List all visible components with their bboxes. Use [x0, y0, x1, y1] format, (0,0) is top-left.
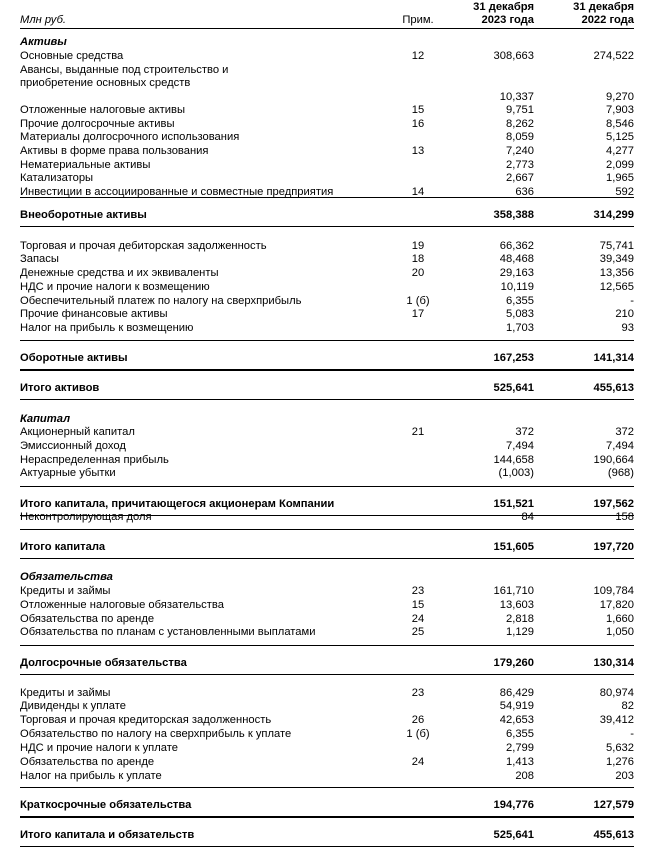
- total-rule-above: [20, 529, 634, 530]
- row-value-2023: 525,641: [493, 829, 534, 841]
- row-label: Обязательства по аренде: [20, 613, 155, 625]
- table-row: [0, 599, 655, 612]
- table-row: [0, 240, 655, 253]
- row-label: Итого капитала, причитающегося акционерам Компании: [20, 498, 335, 510]
- row-label: Активы в форме права пользования: [20, 145, 209, 157]
- total-row: [0, 352, 655, 365]
- row-value-2022: 7,903: [606, 104, 634, 116]
- table-row: [0, 613, 655, 626]
- row-value-2023: 7,240: [506, 145, 534, 157]
- row-value-2023: 2,818: [506, 613, 534, 625]
- row-note: 21: [411, 426, 425, 438]
- row-value-2022: 39,349: [599, 253, 634, 265]
- section-heading-row: [0, 413, 655, 426]
- row-value-2023: 308,663: [493, 50, 534, 62]
- total-rule-below: [20, 846, 634, 847]
- row-label: Итого активов: [20, 382, 100, 394]
- row-value-2022: 5,632: [606, 742, 634, 754]
- table-row: [0, 295, 655, 308]
- section-heading-row: [0, 36, 655, 49]
- row-label: Нераспределенная прибыль: [20, 454, 169, 466]
- row-value-2022: 75,741: [599, 240, 634, 252]
- column-header-2022-line2: 2022 года: [581, 14, 634, 26]
- section-heading-row: [0, 571, 655, 584]
- row-note: 16: [411, 118, 425, 130]
- table-row: [0, 454, 655, 467]
- table-row: [0, 145, 655, 158]
- row-value-2023: 7,494: [506, 440, 534, 452]
- table-row: [0, 281, 655, 294]
- total-row: [0, 498, 655, 511]
- row-value-2023: 2,667: [506, 172, 534, 184]
- column-header-2023: [456, 1, 534, 27]
- row-label: Актуарные убытки: [20, 467, 116, 479]
- row-value-2022: 314,299: [593, 209, 634, 221]
- table-row: [0, 77, 655, 90]
- total-rule-above: [20, 645, 634, 646]
- row-label: Акционерный капитал: [20, 426, 135, 438]
- row-value-2022: 455,613: [593, 382, 634, 394]
- row-value-2023: 636: [515, 186, 534, 198]
- row-value-2022: 197,720: [593, 541, 634, 553]
- table-row: [0, 159, 655, 172]
- column-header-2023-line2: 2023 года: [481, 14, 534, 26]
- row-label: Итого капитала: [20, 541, 106, 553]
- row-value-2022: 17,820: [599, 599, 634, 611]
- row-value-2022: 197,562: [593, 498, 634, 510]
- row-value-2023: 10,119: [500, 281, 534, 293]
- row-label: Обеспечительный платеж по налогу на сверхприбыль: [20, 295, 302, 307]
- row-value-2023: 2,773: [506, 159, 534, 171]
- row-value-2022: 109,784: [593, 585, 634, 597]
- row-label: Отложенные налоговые обязательства: [20, 599, 224, 611]
- row-value-2022: 455,613: [593, 829, 634, 841]
- row-value-2023: 13,603: [499, 599, 534, 611]
- table-row: [0, 322, 655, 335]
- row-value-2023: 8,059: [506, 131, 534, 143]
- table-row: [0, 687, 655, 700]
- row-label: Активы: [20, 36, 67, 48]
- row-value-2022: 4,277: [606, 145, 634, 157]
- total-row: [0, 209, 655, 222]
- row-note: 19: [411, 240, 425, 252]
- total-rule-above: [20, 197, 634, 198]
- table-row: [0, 728, 655, 741]
- row-value-2023: 84: [521, 511, 534, 523]
- row-value-2023: 9,751: [506, 104, 534, 116]
- row-note: 26: [411, 714, 425, 726]
- row-value-2022: -: [630, 728, 634, 740]
- row-value-2023: 194,776: [493, 799, 534, 811]
- row-value-2022: 1,965: [606, 172, 634, 184]
- row-value-2023: 1,129: [506, 626, 534, 638]
- row-value-2023: 5,083: [506, 308, 534, 320]
- row-note: 15: [411, 104, 425, 116]
- header-rule: [20, 28, 634, 29]
- row-label: Кредиты и займы: [20, 585, 111, 597]
- total-rule-below: [20, 399, 634, 400]
- row-value-2022: 39,412: [599, 714, 634, 726]
- row-value-2022: 210: [615, 308, 634, 320]
- table-row: [0, 172, 655, 185]
- column-header-2022: [540, 1, 634, 27]
- row-value-2022: 1,276: [606, 756, 634, 768]
- row-label: Краткосрочные обязательства: [20, 799, 192, 811]
- row-value-2023: 161,710: [493, 585, 534, 597]
- row-value-2022: 158: [615, 511, 634, 523]
- table-row: [0, 585, 655, 598]
- row-label: Оборотные активы: [20, 352, 128, 364]
- row-value-2022: 9,270: [606, 91, 634, 103]
- row-value-2023: 179,260: [493, 657, 534, 669]
- total-rule-above: [20, 787, 634, 788]
- row-value-2022: 13,356: [599, 267, 634, 279]
- table-row: [0, 770, 655, 783]
- row-value-2023: 29,163: [499, 267, 534, 279]
- row-note: 18: [411, 253, 425, 265]
- row-value-2023: (1,003): [498, 467, 534, 479]
- row-label: Обязательства: [20, 571, 113, 583]
- row-value-2023: 86,429: [499, 687, 534, 699]
- row-label: Инвестиции в ассоциированные и совместные предприятия: [20, 186, 334, 198]
- row-label: Основные средства: [20, 50, 124, 62]
- table-row: [0, 308, 655, 321]
- row-label: Запасы: [20, 253, 59, 265]
- row-label: Итого капитала и обязательств: [20, 829, 195, 841]
- row-label: Налог на прибыль к уплате: [20, 770, 162, 782]
- row-label: Торговая и прочая кредиторская задолженность: [20, 714, 272, 726]
- row-note: 1 (б): [406, 295, 430, 307]
- row-value-2022: 7,494: [606, 440, 634, 452]
- row-value-2022: 130,314: [593, 657, 634, 669]
- total-rule-below: [20, 674, 634, 675]
- row-note: 24: [411, 756, 425, 768]
- row-label: Обязательства по аренде: [20, 756, 155, 768]
- table-row: [0, 118, 655, 131]
- row-value-2022: 1,050: [606, 626, 634, 638]
- row-label: Отложенные налоговые активы: [20, 104, 186, 116]
- total-row: [0, 657, 655, 670]
- table-row: [0, 50, 655, 63]
- row-value-2022: 5,125: [606, 131, 634, 143]
- row-value-2023: 10,337: [499, 91, 534, 103]
- row-label: Нематериальные активы: [20, 159, 151, 171]
- table-row: [0, 714, 655, 727]
- row-value-2023: 151,605: [493, 541, 534, 553]
- row-label: приобретение основных средств: [20, 77, 191, 89]
- row-label: Эмиссионный доход: [20, 440, 126, 452]
- total-rule-above: [20, 486, 634, 487]
- row-value-2023: 167,253: [493, 352, 534, 364]
- row-label: Торговая и прочая дебиторская задолженность: [20, 240, 267, 252]
- row-value-2023: 48,468: [499, 253, 534, 265]
- total-rule-below: [20, 558, 634, 559]
- row-label: Неконтролирующая доля: [20, 511, 152, 523]
- row-note: 12: [411, 50, 425, 62]
- row-note: 1 (б): [406, 728, 430, 740]
- row-note: 14: [411, 186, 425, 198]
- total-row: [0, 829, 655, 842]
- row-note: 17: [411, 308, 425, 320]
- table-row: [0, 700, 655, 713]
- row-note: 24: [411, 613, 425, 625]
- total-rule-below: [20, 226, 634, 227]
- row-value-2023: 6,355: [506, 728, 534, 740]
- row-label: Налог на прибыль к возмещению: [20, 322, 194, 334]
- unit-label: Млн руб.: [20, 14, 66, 26]
- row-value-2022: 8,546: [606, 118, 634, 130]
- row-value-2023: 151,521: [493, 498, 534, 510]
- row-note: 20: [411, 267, 425, 279]
- row-value-2022: 592: [615, 186, 634, 198]
- total-rule-below: [20, 515, 634, 516]
- total-rule-above: [20, 370, 634, 371]
- row-label: Прочие долгосрочные активы: [20, 118, 175, 130]
- row-note: 25: [411, 626, 425, 638]
- table-row: [0, 742, 655, 755]
- table-header: [0, 0, 655, 28]
- row-value-2023: 208: [515, 770, 534, 782]
- table-row: [0, 64, 655, 77]
- row-value-2022: 12,565: [599, 281, 634, 293]
- table-row: [0, 467, 655, 480]
- note-column-header: Прим.: [402, 14, 434, 26]
- row-value-2023: 372: [515, 426, 534, 438]
- total-rule-above: [20, 817, 634, 818]
- row-value-2022: 1,660: [606, 613, 634, 625]
- table-row: [0, 253, 655, 266]
- row-value-2023: 358,388: [493, 209, 534, 221]
- row-label: НДС и прочие налоги к уплате: [20, 742, 178, 754]
- row-label: Капитал: [20, 413, 71, 425]
- table-row: [0, 131, 655, 144]
- row-value-2022: (968): [607, 467, 634, 479]
- row-value-2023: 8,262: [506, 118, 534, 130]
- row-label: Внеоборотные активы: [20, 209, 147, 221]
- row-value-2022: 274,522: [593, 50, 634, 62]
- table-row: [0, 426, 655, 439]
- row-label: НДС и прочие налоги к возмещению: [20, 281, 210, 293]
- total-row: [0, 799, 655, 812]
- row-value-2023: 66,362: [499, 240, 534, 252]
- row-note: 13: [411, 145, 425, 157]
- row-value-2022: 141,314: [593, 352, 634, 364]
- row-value-2022: 2,099: [606, 159, 634, 171]
- row-value-2023: 1,413: [506, 756, 534, 768]
- row-note: 23: [411, 585, 425, 597]
- table-row: [0, 267, 655, 280]
- total-rule-above: [20, 340, 634, 341]
- column-header-2022-line1: 31 декабря: [573, 1, 634, 13]
- row-value-2023: 54,919: [499, 700, 534, 712]
- row-label: Обязательство по налогу на сверхприбыль к уплате: [20, 728, 292, 740]
- row-label: Авансы, выданные под строительство и: [20, 64, 229, 76]
- row-note: 15: [411, 599, 425, 611]
- row-label: Катализаторы: [20, 172, 94, 184]
- table-row: [0, 756, 655, 769]
- row-value-2022: 82: [621, 700, 634, 712]
- row-label: Дивиденды к уплате: [20, 700, 127, 712]
- row-note: 23: [411, 687, 425, 699]
- row-value-2022: 203: [615, 770, 634, 782]
- row-label: Денежные средства и их эквиваленты: [20, 267, 219, 279]
- table-row: [0, 440, 655, 453]
- row-value-2022: 190,664: [593, 454, 634, 466]
- table-row: [0, 511, 655, 524]
- row-value-2023: 6,355: [506, 295, 534, 307]
- total-row: [0, 541, 655, 554]
- row-value-2023: 1,703: [506, 322, 534, 334]
- table-row: [0, 104, 655, 117]
- row-label: Прочие финансовые активы: [20, 308, 168, 320]
- row-value-2022: 93: [621, 322, 634, 334]
- row-label: Обязательства по планам с установленными выплатами: [20, 626, 316, 638]
- row-value-2023: 144,658: [493, 454, 534, 466]
- row-value-2022: -: [630, 295, 634, 307]
- row-label: Кредиты и займы: [20, 687, 111, 699]
- table-row: [0, 91, 655, 104]
- row-value-2023: 525,641: [493, 382, 534, 394]
- row-value-2022: 127,579: [593, 799, 634, 811]
- row-value-2023: 2,799: [506, 742, 534, 754]
- column-header-2023-line1: 31 декабря: [473, 1, 534, 13]
- table-row: [0, 626, 655, 639]
- row-value-2023: 42,653: [499, 714, 534, 726]
- row-value-2022: 80,974: [599, 687, 634, 699]
- row-label: Долгосрочные обязательства: [20, 657, 187, 669]
- row-value-2022: 372: [615, 426, 634, 438]
- total-row: [0, 382, 655, 395]
- row-label: Материалы долгосрочного использования: [20, 131, 240, 143]
